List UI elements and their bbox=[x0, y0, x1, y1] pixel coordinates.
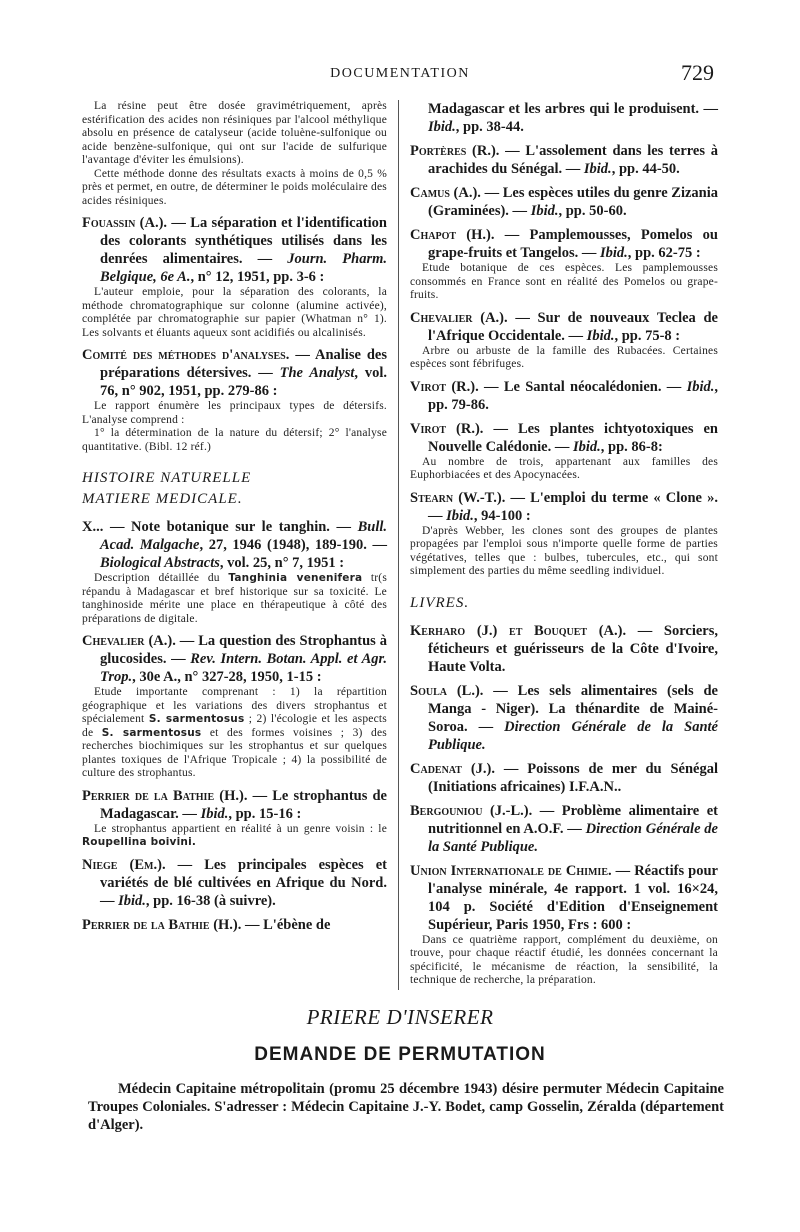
author: Virot (R.). bbox=[410, 420, 484, 437]
reference: , pp. 15-16 : bbox=[228, 805, 302, 822]
abstract bbox=[82, 400, 387, 454]
entry-soula bbox=[410, 682, 718, 754]
title: — Problème alimentaire et nutritionnel en A.O.F. — bbox=[428, 802, 718, 837]
citation bbox=[82, 916, 387, 934]
reference: , pp. 50-60. bbox=[558, 203, 627, 219]
reference: , vol. 25, n° 7, 1951 : bbox=[219, 555, 345, 571]
title: — L'ébène de bbox=[241, 916, 331, 933]
journal: Ibid. bbox=[446, 507, 474, 524]
journal: Ibid. bbox=[200, 805, 229, 822]
author: Niege (Em.). bbox=[82, 856, 166, 873]
abstract: Etude botanique de ces espèces. Les pamplemousses consommés en France sont en réalité des Pomelos ou grape-fruits. bbox=[410, 262, 718, 301]
entry-perrier-ebene bbox=[82, 916, 387, 934]
author: Chapot (H.). bbox=[410, 227, 495, 243]
journal: The Analyst bbox=[279, 365, 355, 381]
journal: Ibid. bbox=[599, 245, 628, 261]
title: — Les sels alimentaires (sels de Manga - Niger). La thénardite de Mainé-Soroa. — bbox=[428, 682, 718, 735]
page-number: 729 bbox=[681, 60, 714, 85]
reference: , pp. 86-8: bbox=[600, 438, 663, 455]
title: — Poissons de mer du Sénégal (Initiations africaines) I.F.A.N.. bbox=[428, 760, 718, 795]
title: — Sorciers, féticheurs et guérisseurs de la Côte d'Ivoire, Haute Volta. bbox=[428, 622, 718, 675]
citation bbox=[410, 100, 718, 136]
entry-cadenat bbox=[410, 760, 718, 796]
journal: Ibid. bbox=[686, 378, 715, 395]
reference: , pp. 16-38 (à suivre). bbox=[145, 892, 276, 909]
section-heading-histoire bbox=[82, 468, 387, 510]
reference: , pp. 44-50. bbox=[611, 161, 680, 177]
entry-porteres bbox=[410, 142, 718, 178]
section-heading-livres: LIVRES. bbox=[410, 594, 470, 611]
entry-fouassin bbox=[82, 214, 387, 340]
author: Chevalier (A.). bbox=[82, 633, 176, 649]
title: — Note botanique sur le tanghin. — bbox=[103, 519, 358, 535]
citation bbox=[82, 632, 387, 686]
citation bbox=[82, 856, 387, 910]
title: — L'emploi du terme « Clone ». — bbox=[428, 489, 718, 524]
reference: , pp. 75-8 : bbox=[614, 327, 681, 344]
author: X... bbox=[82, 519, 104, 535]
species-name: S. sarmentosus bbox=[101, 726, 202, 739]
author: Portères (R.). bbox=[410, 143, 500, 159]
citation bbox=[410, 682, 718, 754]
title: — Pamplemousses, Pomelos ou grape-fruits et Tangelos. — bbox=[428, 227, 718, 261]
citation bbox=[410, 184, 718, 220]
permutation-notice: Médecin Capitaine métropolitain (promu 25 décembre 1943) désire permuter Médecin Capitaine Troupes Coloniales. S'adresser : Médecin Capitaine J.-Y. Bodet, camp Gosselin, Zéralda (département d'Alger). bbox=[88, 1081, 724, 1133]
section-heading-line: MATIERE MEDICALE. bbox=[82, 491, 243, 507]
species-name: Roupellina boivini. bbox=[82, 836, 197, 848]
citation bbox=[410, 226, 718, 262]
author: Camus (A.). bbox=[410, 185, 481, 201]
reference: , 94-100 : bbox=[473, 507, 531, 524]
abstract-text: tr(s répandu à Madagascar et bref historique sur sa toxicité. Le tanghinoside mérite une place en thérapeutique à côté des préparations de digitale. bbox=[82, 572, 387, 625]
abstract: D'après Webber, les clones sont des groupes de plantes propagées par l'emploi sous n'importe quelle forme de parties végétatives, telles que : bulbes, tubercules, etc., qui sont simplement des parties du même seedling individuel. bbox=[410, 524, 718, 577]
reference: , 30e A., n° 327-28, 1950, 1-15 : bbox=[132, 669, 322, 685]
species-name: S. sarmentosus bbox=[148, 713, 245, 725]
entry-camus bbox=[410, 184, 718, 220]
page-header bbox=[0, 60, 800, 90]
entry-virot-plantes bbox=[410, 420, 718, 483]
intro-abstract bbox=[82, 100, 387, 208]
priere-heading: PRIERE D'INSERER bbox=[306, 1005, 494, 1029]
abstract bbox=[82, 686, 387, 781]
reference: , 27, 1946 (1948), 189-190. — bbox=[199, 537, 387, 553]
reference: , n° 12, 1951, pp. 3-6 : bbox=[190, 269, 325, 285]
species-name: Tanghinia venenifera bbox=[228, 572, 363, 584]
abstract: Arbre ou arbuste de la famille des Rubacées. Certaines espèces sont fébrifuges. bbox=[410, 344, 718, 370]
title: — Sur de nouveaux Teclea de l'Afrique Occidentale. — bbox=[428, 309, 718, 344]
publisher: Direction Générale de la Santé Publique. bbox=[428, 718, 718, 753]
author: Stearn (W.-T.). bbox=[410, 489, 506, 506]
abstract-text: et des formes voisines ; 3) des recherches biochimiques sur les strophantus et sur quelques plantes toxiques de l'Afrique Tropicale ; 4) la possibilité de culture des strophantus. bbox=[82, 726, 387, 779]
entry-chapot bbox=[410, 226, 718, 303]
reference: , vol. 76, n° 902, 1951, pp. 279-86 : bbox=[100, 365, 387, 399]
entry-chevalier-strophantus bbox=[82, 632, 387, 781]
publisher: Direction Générale de la Santé Publique. bbox=[428, 820, 718, 855]
right-column bbox=[410, 100, 718, 994]
title: — Les espèces utiles du genre Zizania (Graminées). — bbox=[428, 185, 718, 219]
citation bbox=[410, 378, 718, 414]
title: — Le strophantus de Madagascar. — bbox=[100, 787, 387, 822]
entry-virot-santal bbox=[410, 378, 718, 414]
citation bbox=[410, 489, 718, 525]
title: — Les principales espèces et variétés de blé cultivées en Afrique du Nord. — bbox=[100, 856, 388, 909]
journal: Ibid. bbox=[573, 438, 601, 455]
journal: Ibid. bbox=[583, 161, 612, 177]
author: Cadenat (J.). bbox=[410, 760, 495, 777]
entry-ebene-continued bbox=[410, 100, 718, 136]
citation bbox=[410, 622, 718, 676]
title: — Les plantes ichtyotoxiques en Nouvelle Calédonie. — bbox=[428, 420, 718, 455]
running-title: DOCUMENTATION bbox=[330, 66, 470, 81]
entry-niege bbox=[82, 856, 387, 910]
citation bbox=[410, 309, 718, 345]
journal: Ibid. bbox=[530, 203, 559, 219]
author: Chevalier (A.). bbox=[410, 309, 508, 326]
citation bbox=[410, 802, 718, 856]
journal: Bull. Acad. Malgache bbox=[100, 519, 387, 553]
journal: Journ. Pharm. Belgique, 6e A. bbox=[100, 251, 387, 285]
journal: Biological Abstracts bbox=[100, 555, 220, 571]
journal: Rev. Intern. Botan. Appl. et Agr. Trop. bbox=[100, 651, 388, 685]
journal: Ibid. bbox=[428, 119, 456, 135]
abstract bbox=[82, 823, 387, 850]
entry-kerharo bbox=[410, 622, 718, 676]
abstract-text: Description détaillée du bbox=[94, 572, 229, 584]
citation bbox=[410, 142, 718, 178]
title: — La séparation et l'identification des colorants synthétiques utilisés dans les denrées alimentaires. — bbox=[100, 215, 387, 267]
citation bbox=[82, 214, 387, 286]
abstract-line: Le rapport énumère les principaux types de détersifs. L'analyse comprend : bbox=[82, 400, 387, 426]
title: — Analise des préparations détersives. — bbox=[100, 347, 388, 381]
intro-paragraph: La résine peut être dosée gravimétriquement, après estérification des acides non résiniques par l'alcool méthylique absolu en présence de catalyseur (acide toluène-sulfonique ou acide benzène-sulfonique, qui ont sur l'acide de sulfurique l'avantage d'éviter les émulsions). bbox=[82, 100, 387, 166]
author: Kerharo (J.) et Bouquet (A.). bbox=[410, 622, 627, 639]
author: Virot (R.). bbox=[410, 378, 479, 395]
abstract-text: Le strophantus appartient en réalité à un genre voisin : le bbox=[94, 822, 387, 835]
intro-paragraph: Cette méthode donne des résultats exacts à moins de 0,5 % près et permet, en outre, de déterminer le poids moléculaire des acides résiniques. bbox=[82, 167, 387, 207]
demande-heading: DEMANDE DE PERMUTATION bbox=[254, 1044, 546, 1065]
reference: , pp. 38-44. bbox=[455, 119, 524, 135]
citation bbox=[410, 760, 718, 796]
entry-comite bbox=[82, 346, 387, 454]
entry-union bbox=[410, 862, 718, 988]
abstract: Au nombre de trois, appartenant aux familles des Euphorbiacées et des Apocynacées. bbox=[410, 455, 718, 481]
author: Perrier de la Bathie (H.). bbox=[82, 787, 248, 804]
left-column bbox=[82, 100, 387, 940]
journal: Ibid. bbox=[118, 892, 146, 909]
section-heading-line: HISTOIRE NATURELLE bbox=[82, 470, 252, 486]
entry-stearn bbox=[410, 489, 718, 579]
citation bbox=[82, 346, 387, 400]
author: Perrier de la Bathie (H.). bbox=[82, 916, 242, 933]
author: Union Internationale de Chimie. bbox=[410, 862, 612, 879]
abstract-text: Etude importante comprenant : 1) la répartition géographique et les variations des divers strophantus et spécialement bbox=[82, 686, 387, 725]
entry-bergouniou bbox=[410, 802, 718, 856]
title: — La question des Strophantus à glucosides. — bbox=[100, 633, 387, 667]
citation bbox=[82, 787, 387, 823]
entry-tanghin bbox=[82, 518, 387, 626]
reference: , pp. 62-75 : bbox=[627, 245, 701, 261]
abstract-text: ; 2) l'écologie et les aspects de bbox=[82, 713, 387, 739]
reference: , pp. 79-86. bbox=[428, 378, 718, 413]
abstract: L'auteur emploie, pour la séparation des colorants, la méthode chromatographique sur colonne (alumine activée), complétée par chromatographie sur papier (Whatman n° 1). Les solvants et éluants aqueux sont acidifiés ou alcalinisés. bbox=[82, 286, 387, 339]
abstract-line: 1° la détermination de la nature du détersif; 2° l'analyse quantitative. (Bibl. 12 réf.) bbox=[82, 427, 387, 453]
journal: Ibid. bbox=[586, 327, 615, 344]
title: — Réactifs pour l'analyse minérale, 4e rapport. 1 vol. 16×24, 104 p. Société d'Edition d'Enseignement Supérieur, Paris 1950, Frs : 600 : bbox=[428, 862, 718, 933]
title: — L'assolement dans les terres à arachides du Sénégal. — bbox=[428, 143, 718, 177]
title: Madagascar et les arbres qui le produisent. — bbox=[428, 101, 718, 117]
citation bbox=[410, 862, 718, 934]
author: Bergouniou (J.-L.). bbox=[410, 802, 533, 819]
abstract: Dans ce quatrième rapport, complément du deuxième, on trouve, pour chaque réactif étudié, les données concernant la spécificité, le mécanisme de réaction, la sensibilité, la technique de recherche, la préparation. bbox=[410, 933, 718, 986]
entry-chevalier-teclea bbox=[410, 309, 718, 372]
citation bbox=[82, 518, 387, 572]
citation bbox=[410, 420, 718, 456]
author: Fouassin (A.). bbox=[82, 215, 168, 231]
author: Comité des méthodes d'analyses. bbox=[82, 347, 290, 363]
column-divider bbox=[398, 100, 399, 990]
abstract bbox=[82, 572, 387, 626]
author: Soula (L.). bbox=[410, 682, 484, 699]
title: — Le Santal néocalédonien. — bbox=[478, 378, 687, 395]
entry-perrier-strophantus bbox=[82, 787, 387, 850]
